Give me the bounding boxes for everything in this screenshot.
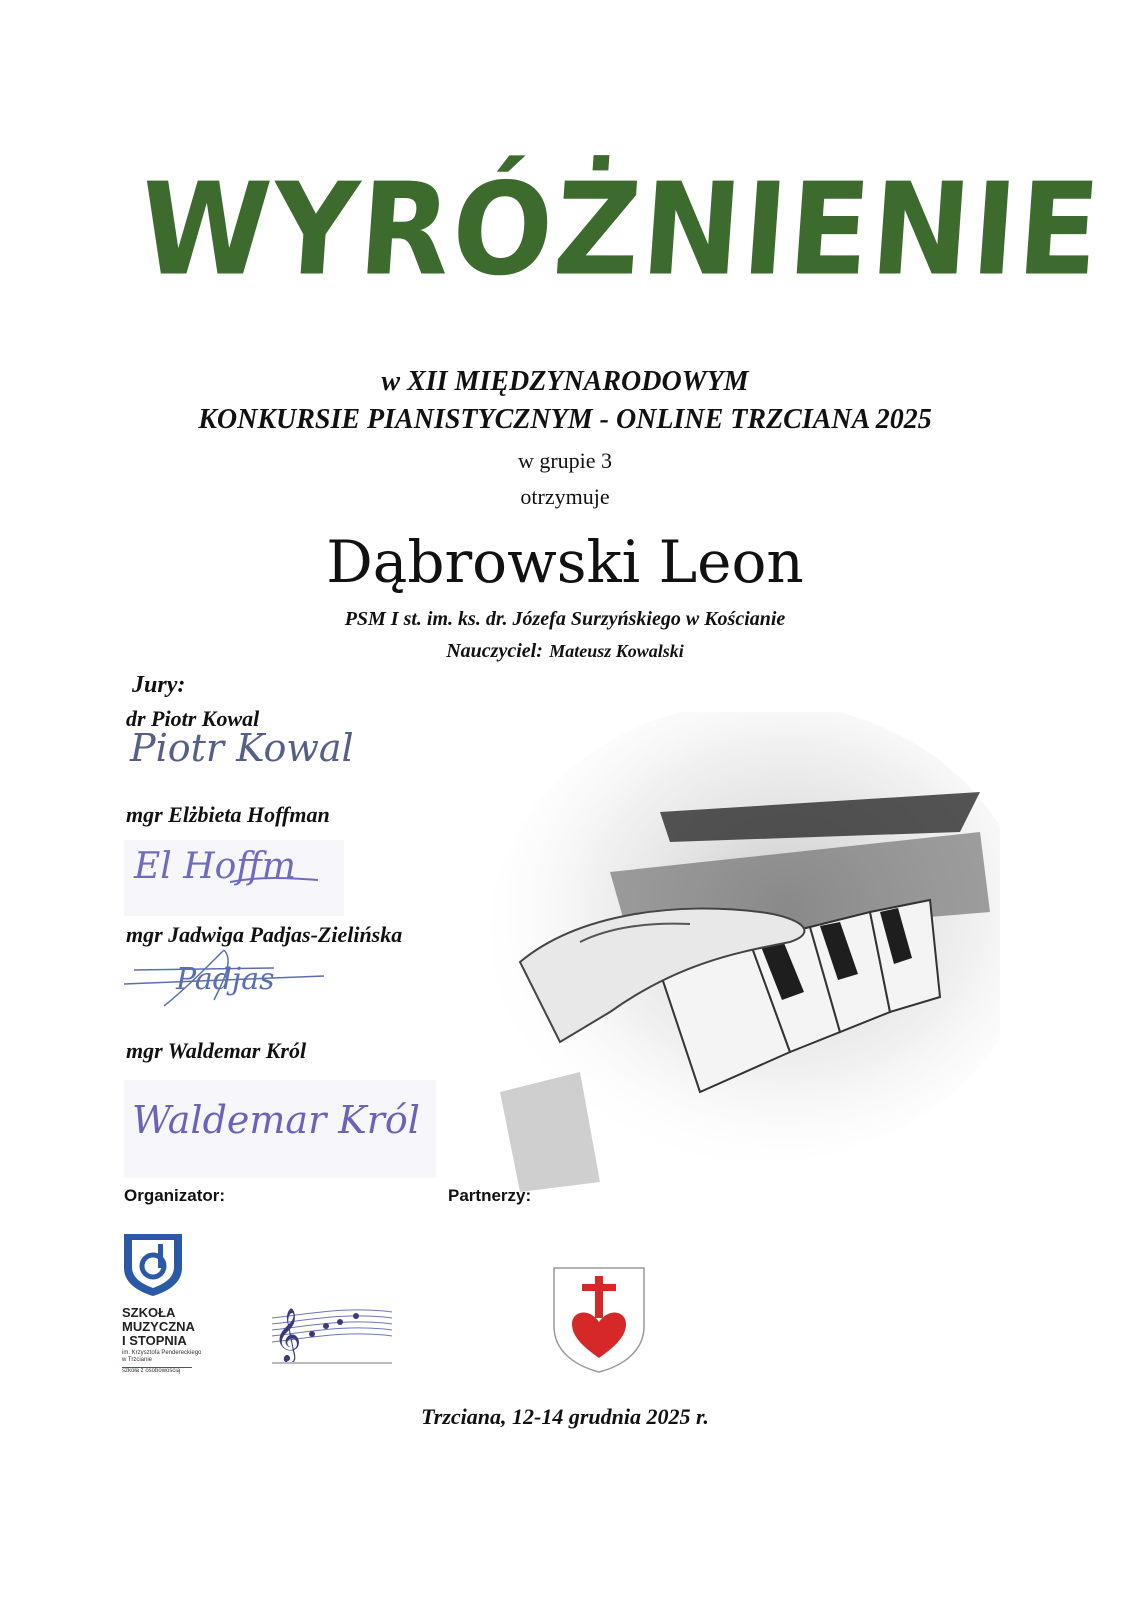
- piano-illustration: [460, 712, 1000, 1192]
- intro-line-1: w XII MIĘDZYNARODOWYM: [381, 366, 749, 397]
- jury-member-4: mgr Waldemar Król: [126, 1038, 307, 1063]
- treble-clef-icon: 𝄞: [274, 1307, 302, 1361]
- school-shield-icon: [122, 1232, 184, 1298]
- footer-place-date: Trzciana, 12-14 grudnia 2025 r.: [421, 1404, 709, 1429]
- jury-member-3: mgr Jadwiga Padjas-Zielińska: [126, 922, 403, 947]
- intro-line-2: KONKURSIE PIANISTYCZNYM - ONLINE TRZCIANA 2025: [198, 404, 932, 435]
- jury-member-1: dr Piotr Kowal: [126, 706, 260, 731]
- school-logo-line4: im. Krzysztofa Pendereckiego: [122, 1350, 202, 1356]
- organizer-label: Organizator:: [124, 1186, 226, 1205]
- signature-1: Piotr Kowal: [130, 726, 354, 770]
- school-logo-line1: SZKOŁA: [122, 1305, 176, 1320]
- school-logo-line5: w Trzcianie: [122, 1357, 153, 1363]
- school-logo-line3: I STOPNIA: [122, 1333, 187, 1348]
- signature-2: El Hoffm: [134, 846, 296, 887]
- teacher-name: Mateusz Kowalski: [549, 641, 684, 661]
- signature-3: Padjas: [176, 962, 275, 997]
- jury-heading: Jury:: [132, 672, 186, 698]
- recipient-school: PSM I st. im. ks. dr. Józefa Surzyńskiego w Kościanie: [344, 608, 786, 630]
- music-society-logo: [268, 1298, 396, 1370]
- school-logo-line6: szkoła z osobowością: [122, 1368, 181, 1374]
- certificate-title: WYRÓŻNIENIE: [134, 154, 1107, 304]
- signature-2-stroke: [230, 870, 320, 890]
- teacher-line: [0, 638, 1130, 663]
- school-logo: [122, 1232, 242, 1375]
- jury-member-2: mgr Elżbieta Hoffman: [126, 802, 330, 827]
- intro-line-3: w grupie 3: [517, 448, 613, 473]
- teacher-label: Nauczyciel:: [446, 640, 543, 662]
- partners-label: Partnerzy:: [448, 1186, 532, 1205]
- signature-4: Waldemar Król: [132, 1098, 420, 1142]
- recipient-name: Dąbrowski Leon: [326, 528, 804, 596]
- coat-of-arms-icon: [552, 1266, 646, 1374]
- school-logo-line2: MUZYCZNA: [122, 1319, 195, 1334]
- intro-line-4: otrzymuje: [520, 484, 610, 509]
